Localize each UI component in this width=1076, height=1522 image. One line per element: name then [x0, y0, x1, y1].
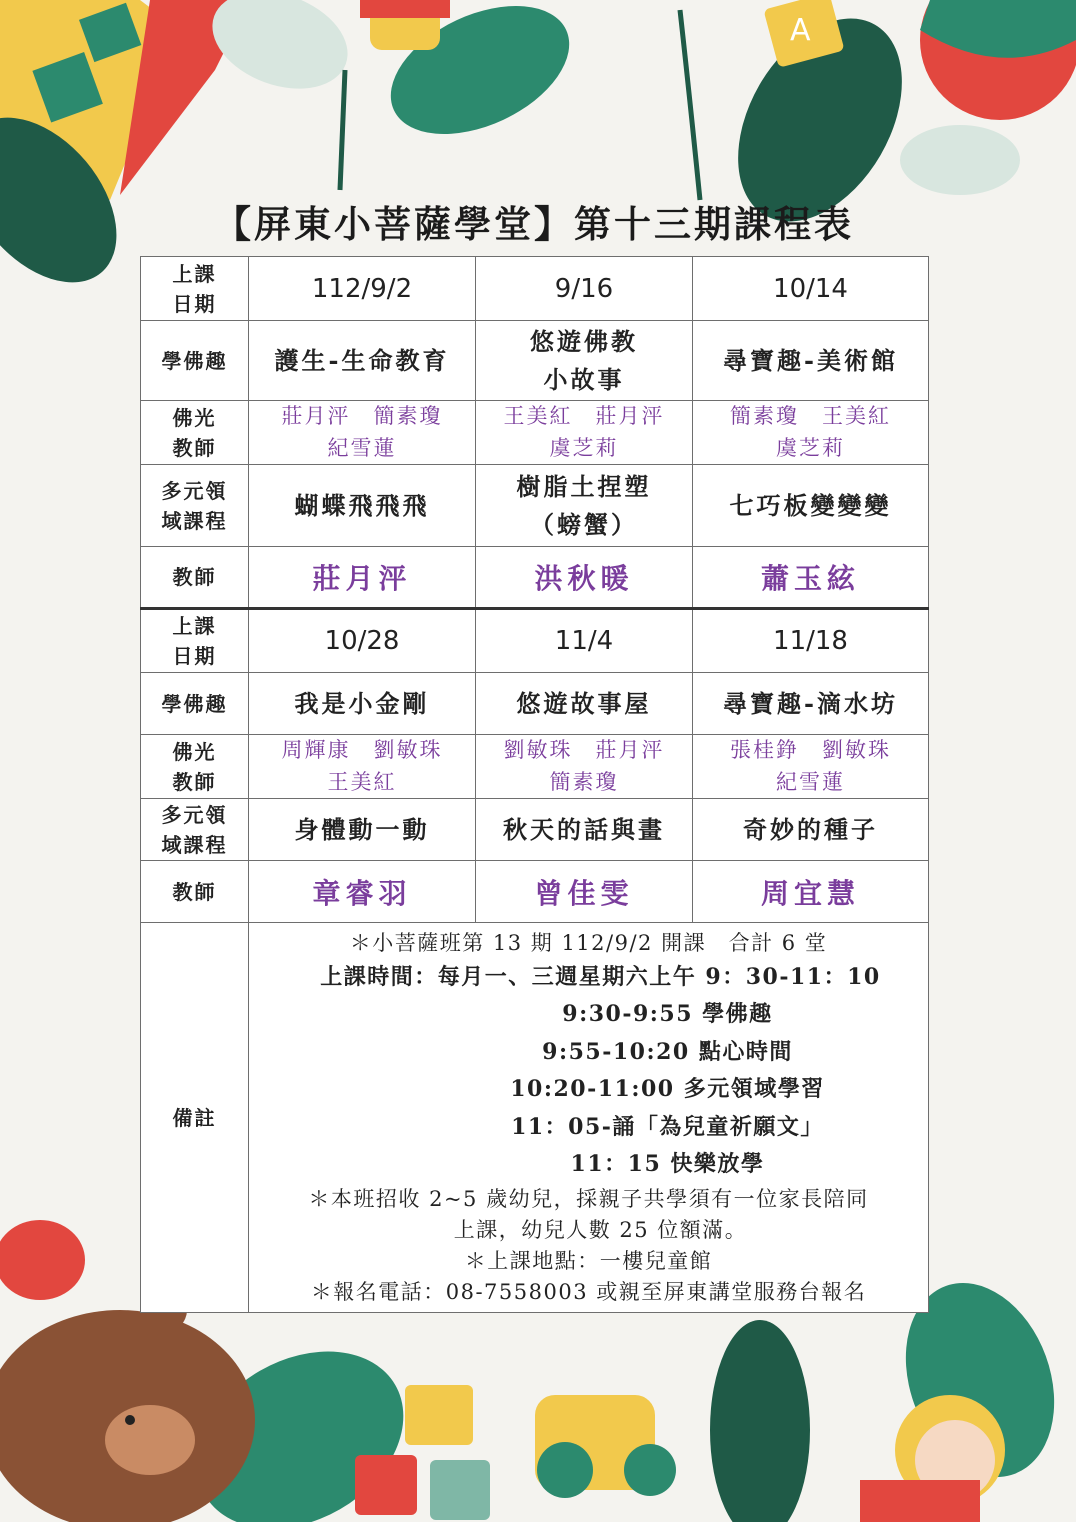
notes-time-item: 9:55-10:20 點心時間	[542, 1038, 793, 1065]
multi-class-cell: 樹脂土捏塑 （螃蟹）	[476, 465, 693, 547]
notes-enrollment: ＊本班招收 2~5 歲幼兒，採親子共學須有一位家長陪同	[308, 1186, 869, 1211]
date-cell: 10/14	[693, 257, 929, 321]
buddha-class-cell: 悠遊故事屋	[476, 673, 693, 735]
svg-text:A: A	[790, 13, 811, 48]
date-cell: 10/28	[249, 609, 476, 673]
buddha-row	[141, 673, 929, 735]
date-row	[141, 257, 929, 321]
page-title: 【屏東小菩薩學堂】第十三期課程表	[214, 202, 854, 246]
row-label-buddha: 學佛趣	[141, 673, 249, 735]
teacher-row	[141, 547, 929, 609]
bear-icon	[0, 1288, 255, 1522]
multi-row	[141, 799, 929, 861]
multi-row	[141, 465, 929, 547]
notes-row	[141, 923, 929, 1313]
notes-time-heading: 上課時間：每月一、三週星期六上午 9：30-11：10	[320, 963, 881, 990]
date-cell: 9/16	[476, 257, 693, 321]
notes-time-item: 11：05-誦「為兒童祈願文」	[511, 1113, 824, 1140]
date-cell: 11/18	[693, 609, 929, 673]
teacher-cell: 曾佳雯	[476, 861, 693, 923]
fgs-teacher-row	[141, 735, 929, 799]
fgs-teacher-cell: 劉敏珠 莊月泙 簡素瓊	[476, 735, 693, 799]
notes-time-item: 10:20-11:00 多元領域學習	[510, 1076, 825, 1102]
multi-class-cell: 蝴蝶飛飛飛	[249, 465, 476, 547]
notes-location: ＊上課地點：一樓兒童館	[464, 1248, 713, 1273]
buddha-row	[141, 321, 929, 401]
notes-course-summary: ＊小菩薩班第 13 期 112/9/2 開課 合計 6 堂	[349, 930, 828, 955]
fgs-teacher-row	[141, 401, 929, 465]
buddha-class-cell: 尋寶趣-美術館	[693, 321, 929, 401]
fgs-teacher-cell: 周輝康 劉敏珠 王美紅	[249, 735, 476, 799]
notes-time-item: 9:30-9:55 學佛趣	[562, 1001, 773, 1027]
row-label-teacher: 教師	[141, 861, 249, 923]
notes-enrollment-cont: 上課，幼兒人數 25 位額滿。	[453, 1217, 748, 1242]
buddha-class-cell: 悠遊佛教 小故事	[476, 321, 693, 401]
notes-cell	[249, 923, 929, 1313]
multi-class-cell: 七巧板變變變	[693, 465, 929, 547]
multi-class-cell: 身體動一動	[249, 799, 476, 861]
fgs-teacher-cell: 莊月泙 簡素瓊 紀雪蓮	[249, 401, 476, 465]
multi-class-cell: 奇妙的種子	[693, 799, 929, 861]
row-label-date-text: 上課 日期	[172, 261, 217, 316]
buddha-class-cell: 護生-生命教育	[249, 321, 476, 401]
teacher-cell: 章睿羽	[249, 861, 476, 923]
toy-car-icon	[535, 1395, 676, 1498]
buddha-class-cell: 我是小金剛	[249, 673, 476, 735]
row-label-buddha: 學佛趣	[141, 321, 249, 401]
teacher-cell: 莊月泙	[249, 547, 476, 609]
child-doll-icon	[860, 1395, 1005, 1522]
row-label-date: 上課 日期	[141, 609, 249, 673]
schedule-table	[140, 256, 929, 1313]
teacher-cell: 洪秋暖	[476, 547, 693, 609]
row-label-multi: 多元領 域課程	[141, 799, 249, 861]
row-label-fgs-teacher: 佛光 教師	[141, 401, 249, 465]
buddha-class-cell: 尋寶趣-滴水坊	[693, 673, 929, 735]
multi-class-cell: 秋天的話與畫	[476, 799, 693, 861]
cake-icon	[360, 0, 450, 50]
row-label-teacher: 教師	[141, 547, 249, 609]
row-label-notes: 備註	[141, 923, 249, 1313]
teacher-cell: 蕭玉絃	[693, 547, 929, 609]
teacher-row	[141, 861, 929, 923]
date-cell: 11/4	[476, 609, 693, 673]
fgs-teacher-cell: 王美紅 莊月泙 虞芝莉	[476, 401, 693, 465]
teacher-cell: 周宜慧	[693, 861, 929, 923]
notes-time-item: 11：15 快樂放學	[570, 1151, 765, 1177]
fgs-teacher-cell: 張桂錚 劉敏珠 紀雪蓮	[693, 735, 929, 799]
notes-phone: ＊報名電話：08-7558003 或親至屏東講堂服務台報名	[310, 1279, 867, 1304]
date-row	[141, 609, 929, 673]
row-label-fgs-teacher: 佛光 教師	[141, 735, 249, 799]
date-cell: 112/9/2	[249, 257, 476, 321]
ball-icon	[920, 0, 1076, 120]
row-label-date	[141, 257, 249, 321]
row-label-multi: 多元領 域課程	[141, 465, 249, 547]
fgs-teacher-cell: 簡素瓊 王美紅 虞芝莉	[693, 401, 929, 465]
